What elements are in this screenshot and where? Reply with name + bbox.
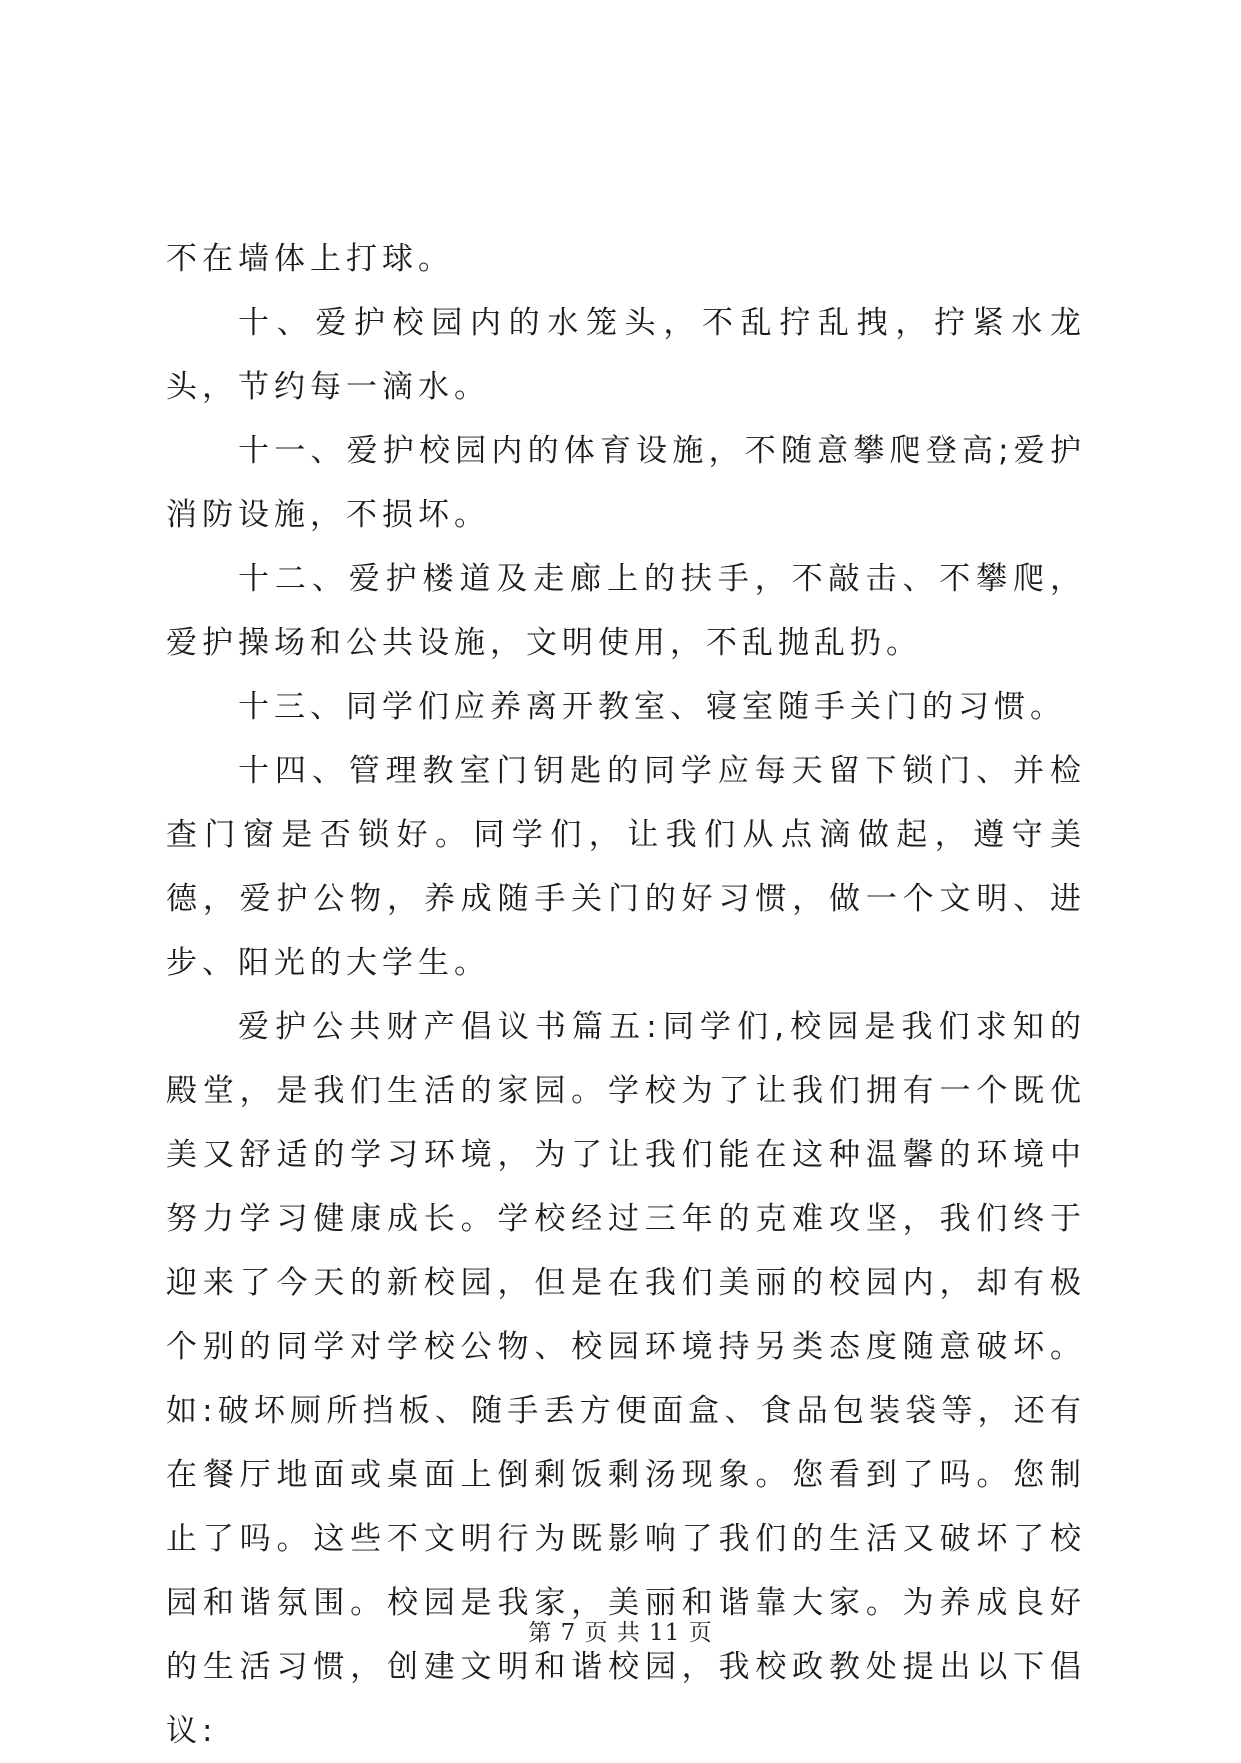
paragraph-2: 十一、爱护校园内的体育设施，不随意攀爬登高;爱护消防设施，不损坏。 bbox=[166, 433, 1086, 533]
paragraph-6: 爱护公共财产倡议书篇五:同学们,校园是我们求知的殿堂，是我们生活的家园。学校为了让我们拥有一个既优美又舒适的学习环境，为了让我们能在这种温馨的环境中努力学习健康成长。学校经过三年的克难攻坚，我们终于迎来了今天的新校园，但是在我们美丽的校园内，却有极个别的同学对学校公物、校园环境持另类态度随意破坏。如:破坏厕所挡板、随手丢方便面盒、食品包装袋等，还有在餐厅地面或桌面上倒剩饭剩汤现象。您看到了吗。您制止了吗。这些不文明行为既影响了我们的生活又破坏了校园和谐氛围。校园是我家，美丽和谐靠大家。为养成良好的生活习惯，创建文明和谐校园，我校政教处提出以下倡议: bbox=[166, 1009, 1086, 1749]
body-text bbox=[166, 227, 1086, 1763]
page-footer: 第 7 页 共 11 页 bbox=[528, 1620, 713, 1646]
paragraph-5: 十四、管理教室门钥匙的同学应每天留下锁门、并检查门窗是否锁好。同学们，让我们从点滴做起，遵守美德，爱护公物，养成随手关门的好习惯，做一个文明、进步、阳光的大学生。 bbox=[166, 753, 1086, 981]
paragraph-4: 十三、同学们应养离开教室、寝室随手关门的习惯。 bbox=[238, 689, 1066, 725]
paragraph-1: 十、爱护校园内的水笼头，不乱拧乱拽，拧紧水龙头，节约每一滴水。 bbox=[166, 305, 1086, 405]
paragraph-3: 十二、爱护楼道及走廊上的扶手，不敲击、不攀爬，爱护操场和公共设施，文明使用，不乱抛乱扔。 bbox=[166, 561, 1086, 661]
paragraph-0: 不在墙体上打球。 bbox=[166, 241, 454, 277]
